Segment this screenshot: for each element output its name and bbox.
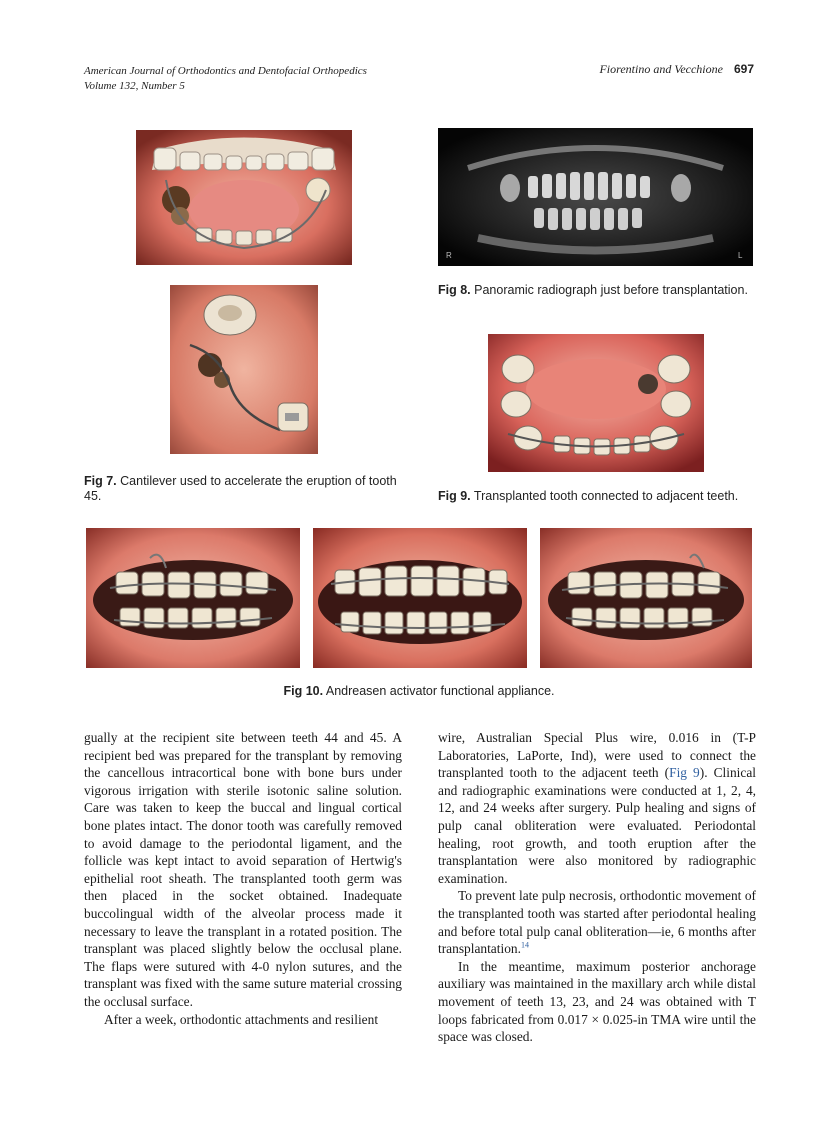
body-paragraph: After a week, orthodontic attachments and resilient <box>104 1011 379 1027</box>
radiograph-mark-right: R <box>446 251 452 260</box>
body-paragraph <box>438 887 756 957</box>
fig10-label: Fig 10. <box>283 684 324 698</box>
fig8-label: Fig 8. <box>438 283 471 297</box>
running-header-right <box>599 62 754 77</box>
fig8-caption <box>438 283 754 298</box>
fig10-photo-right-lateral <box>86 528 300 668</box>
body-column-left <box>84 729 402 1028</box>
running-authors: Fiorentino and Vecchione <box>599 62 723 76</box>
running-header-journal <box>84 64 367 94</box>
fig10-photo-frontal <box>313 528 527 668</box>
fig8-text: Panoramic radiograph just before transplantation. <box>474 283 748 297</box>
fig7-caption <box>84 474 402 504</box>
fig8-radiograph <box>438 128 753 266</box>
body-text: To prevent late pulp necrosis, orthodontic movement of the transplanted tooth was started after periodontal healing and before total pulp canal obliteration—ie, 6 months after transplantation. <box>438 888 756 957</box>
body-paragraph: In the meantime, maximum posterior anchorage auxiliary was maintained in the maxillary arch while distal movement of teeth 13, 23, and 24 was obtained with T loops fabricated from 0.017 × 0.025-in TMA wire until the space was closed. <box>438 958 756 1045</box>
fig10-photo-left-lateral <box>540 528 752 668</box>
fig9-label: Fig 9. <box>438 489 471 503</box>
fig7-photo-occlusal <box>136 130 352 265</box>
fig10-caption <box>0 684 838 699</box>
fig9-caption <box>438 489 756 504</box>
fig7-text: Cantilever used to accelerate the eruption of tooth 45. <box>84 474 397 503</box>
journal-title: American Journal of Orthodontics and Dentofacial Orthopedics <box>84 65 367 77</box>
fig10-text: Andreasen activator functional appliance. <box>325 684 555 698</box>
body-text: wire, Australian Special Plus wire, 0.016 in (T-P Laboratories, LaPorte, Ind), were used to connect the transplanted tooth to the adjacent teeth ( <box>438 730 756 781</box>
body-paragraph: gually at the recipient site between teeth 44 and 45. A recipient bed was prepared for the transplant by removing the cancellous intracortical bone with bone burs under vigorous irrigation with sterile isotonic saline solution. Care was taken to keep the buccal and lingual cortical bone plates intact. The donor tooth was carefully removed to avoid damage to the periodontal ligament, and the follicle was kept intact to avoid separation of Hertwig's epithelial root sheath. The transplanted tooth germ was then placed in the socket obtained. Inadequate buccolingual width of the alveolar process made it necessary to leave the transplant in a rotated position. The transplant was placed slightly below the occlusal plane. The flaps were sutured with 4-0 nylon sutures, and the transplant was fixed with the same suture material crossing the occlusal surface. <box>84 730 402 1009</box>
journal-volume: Volume 132, Number 5 <box>84 80 185 92</box>
fig9-text: Transplanted tooth connected to adjacent teeth. <box>473 489 739 503</box>
radiograph-mark-left: L <box>738 251 743 260</box>
body-paragraph <box>438 729 756 887</box>
figure-reference-link[interactable]: Fig 9 <box>669 765 700 781</box>
body-column-right <box>438 729 756 1046</box>
fig7-photo-cantilever <box>170 285 318 454</box>
fig7-label: Fig 7. <box>84 474 117 488</box>
page-number: 697 <box>733 62 754 76</box>
citation-link[interactable]: 14 <box>520 940 529 950</box>
body-text: ). Clinical and radiographic examinations were conducted at 1, 2, 4, 12, and 24 weeks after surgery. Pulp healing and signs of pulp canal obliteration were evaluated. Periodontal healing, root growth, and tooth eruption after the transplantation were also monitored by radiographic examination. <box>438 765 756 886</box>
fig9-photo <box>488 334 704 472</box>
